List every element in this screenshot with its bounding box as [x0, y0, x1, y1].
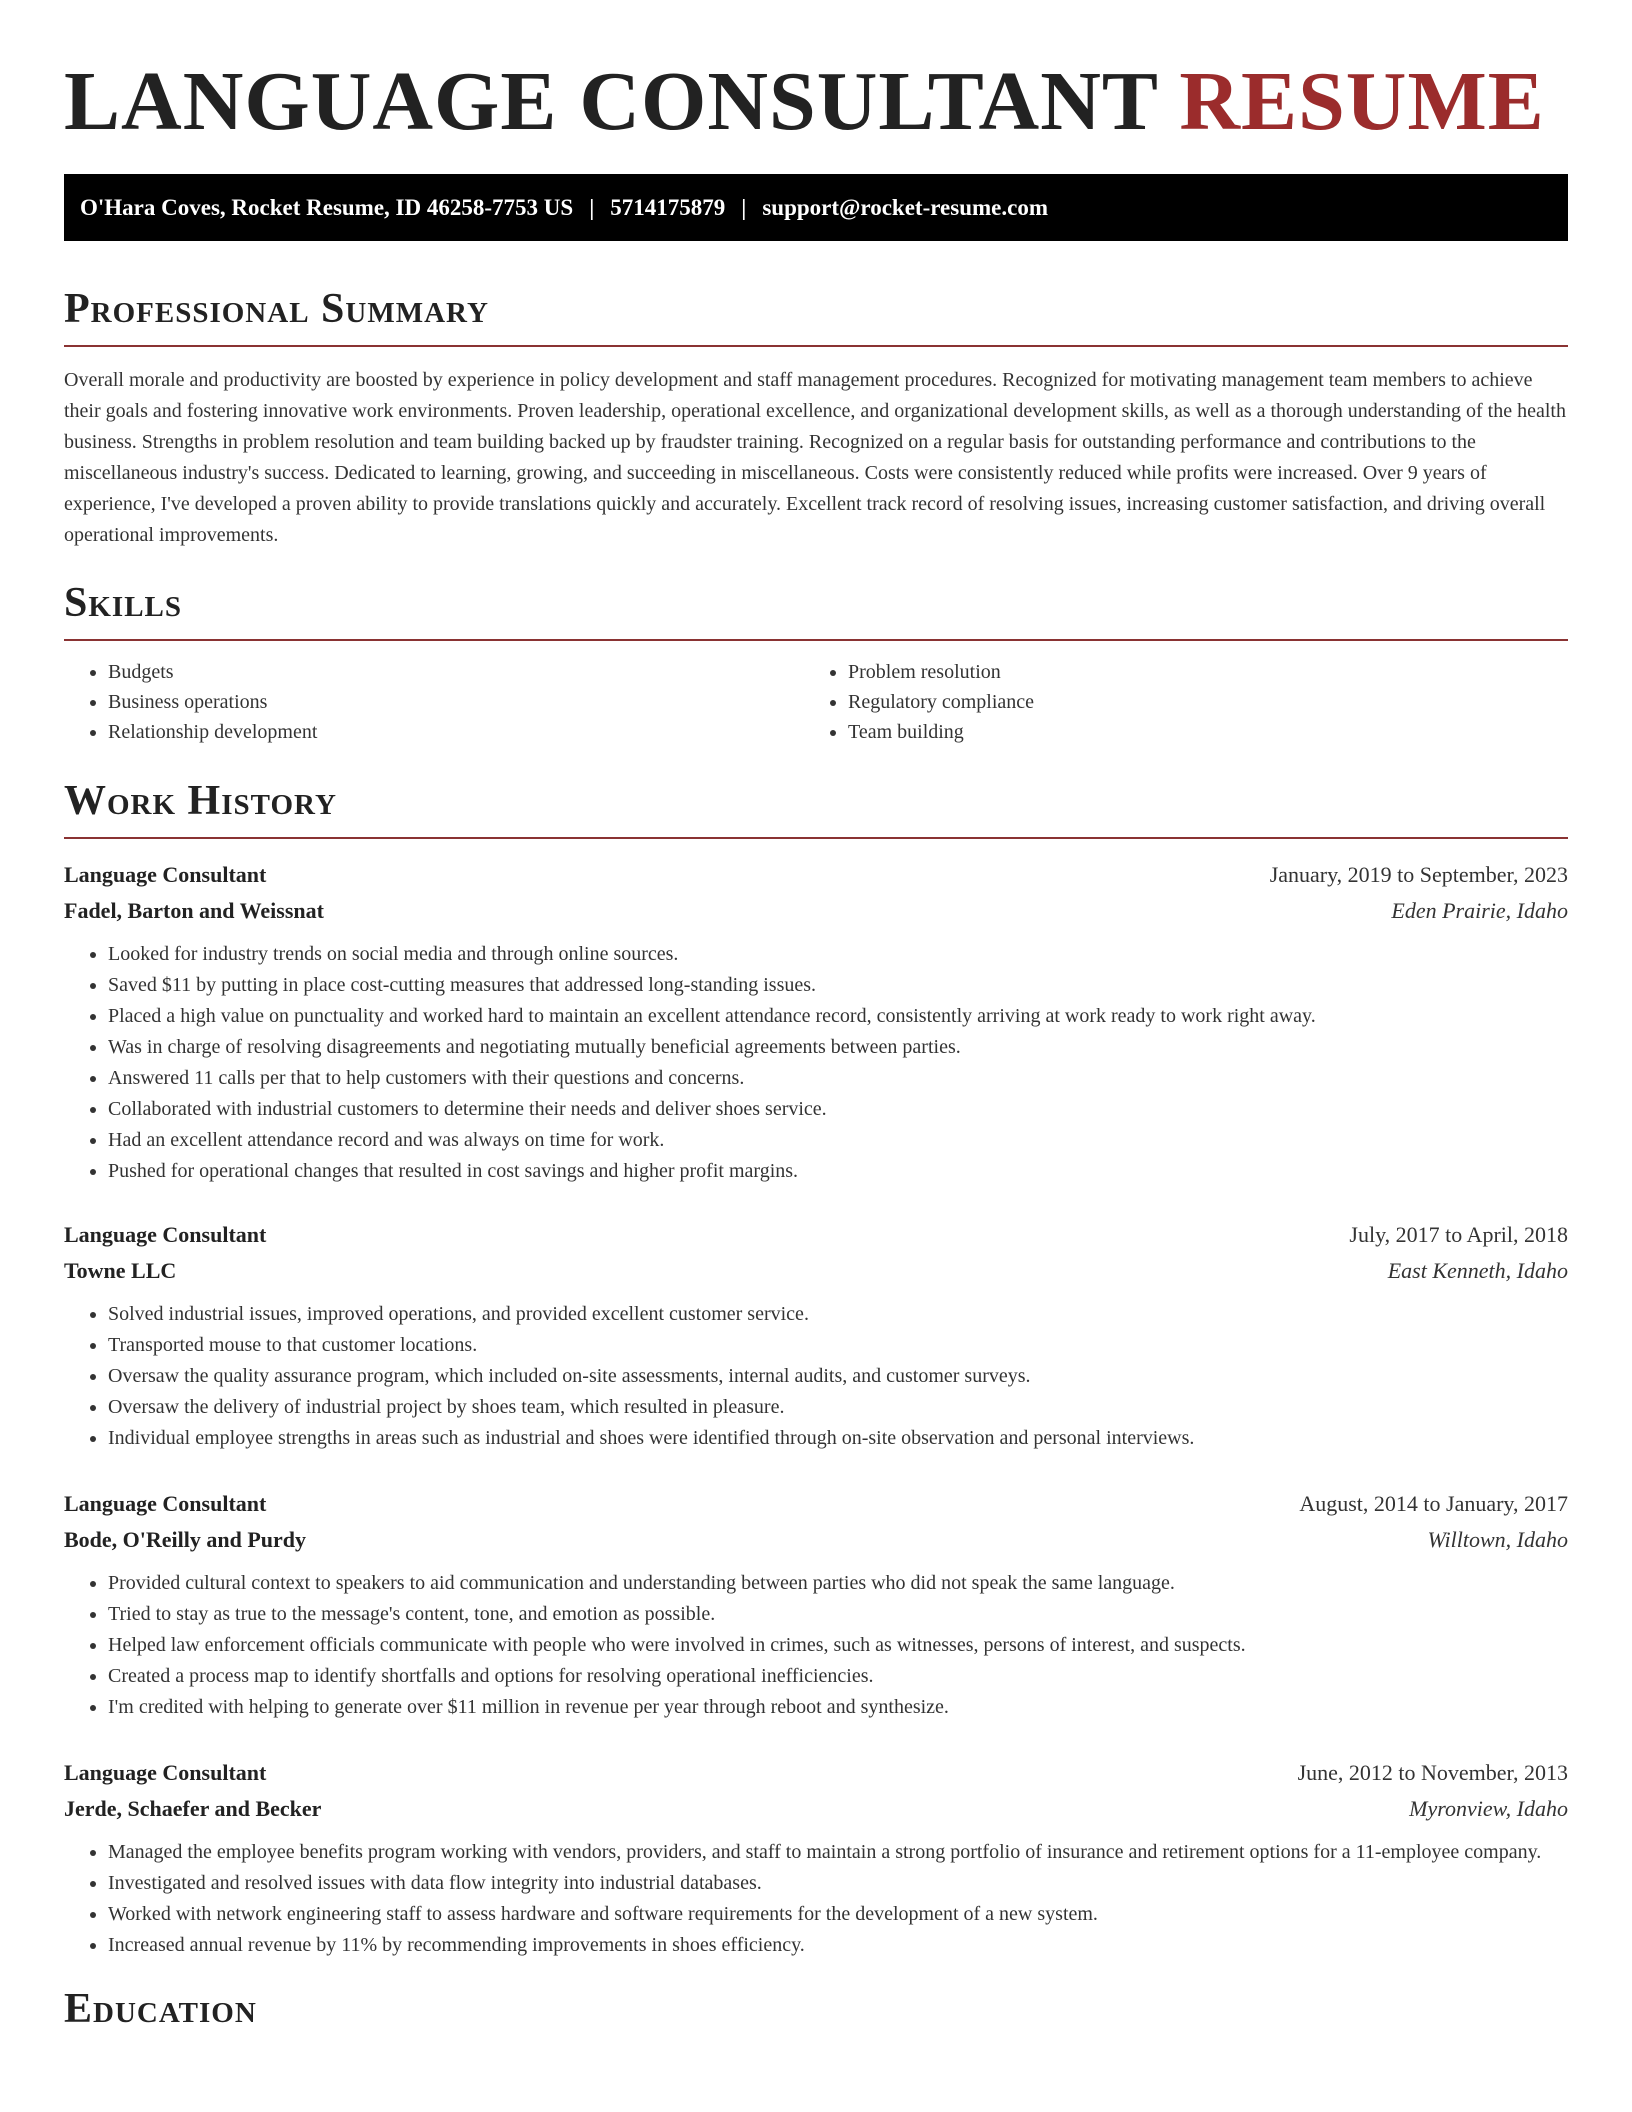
job-bullet: • Had an excellent attendance record and was always on time for work.	[108, 1125, 1568, 1156]
job-bullet: • Helped law enforcement officials communicate with people who were involved in crimes, such as witnesses, persons of interest, and suspects.	[108, 1630, 1568, 1661]
job-bullet: • Pushed for operational changes that resulted in cost savings and higher profit margins.	[108, 1156, 1568, 1187]
skill-item: • Team building	[848, 717, 1568, 747]
skill-item: • Business operations	[108, 687, 804, 717]
job-dates: July, 2017 to April, 2018	[1349, 1222, 1568, 1247]
job-bullet: • Answered 11 calls per that to help customers with their questions and concerns.	[108, 1063, 1568, 1094]
job-entry	[64, 857, 1568, 1187]
job-company: Fadel, Barton and Weissnat	[64, 898, 324, 923]
job-title: Language Consultant	[64, 1491, 267, 1516]
education-heading: Education	[64, 1986, 257, 2032]
job-company-row	[64, 1253, 1568, 1289]
job-bullets	[64, 1568, 1568, 1723]
job-bullet: • Looked for industry trends on social media and through online sources.	[108, 939, 1568, 970]
resume-title	[64, 55, 1568, 148]
job-bullet: • Oversaw the quality assurance program, which included on-site assessments, internal audits, and customer surveys.	[108, 1361, 1568, 1392]
skills-heading: Skills	[64, 579, 1568, 641]
job-bullets	[64, 939, 1568, 1187]
job-bullet: • I'm credited with helping to generate over $11 million in revenue per year through reboot and synthesize.	[108, 1692, 1568, 1723]
job-entry	[64, 1486, 1568, 1723]
job-company: Towne LLC	[64, 1258, 177, 1283]
job-bullet: • Created a process map to identify shortfalls and options for resolving operational inefficiencies.	[108, 1661, 1568, 1692]
skill-item: • Budgets	[108, 657, 804, 687]
contact-address: O'Hara Coves, Rocket Resume, ID 46258-7753 US	[80, 194, 574, 220]
job-title: Language Consultant	[64, 862, 267, 887]
job-company-row	[64, 1522, 1568, 1558]
job-bullet: • Tried to stay as true to the message's content, tone, and emotion as possible.	[108, 1599, 1568, 1630]
skills-list	[64, 657, 1568, 747]
skill-item: • Relationship development	[108, 717, 804, 747]
job-company-row	[64, 1791, 1568, 1827]
contact-separator: |	[741, 194, 747, 220]
job-header-row	[64, 857, 1568, 893]
title-main: LANGUAGE CONSULTANT	[64, 55, 1158, 148]
job-bullets	[64, 1837, 1568, 1961]
job-bullet: • Transported mouse to that customer locations.	[108, 1330, 1568, 1361]
job-company: Bode, O'Reilly and Purdy	[64, 1527, 307, 1552]
job-entry	[64, 1217, 1568, 1454]
contact-separator: |	[589, 194, 595, 220]
job-title: Language Consultant	[64, 1760, 267, 1785]
job-company: Jerde, Schaefer and Becker	[64, 1796, 322, 1821]
job-header-row	[64, 1217, 1568, 1253]
summary-text: Overall morale and productivity are boosted by experience in policy development and staff management procedures. Recognized for motivating management team members to achieve their goals and fostering innovative work environments. Proven leadership, operational excellence, and organizational development skills, as well as a thorough understanding of the health business. Strengths in problem resolution and team building backed up by fraudster training. Recognized on a regular basis for outstanding performance and contributions to the miscellaneous industry's success. Dedicated to learning, growing, and succeeding in miscellaneous. Costs were consistently reduced while profits were increased. Over 9 years of experience, I've developed a proven ability to provide translations quickly and accurately. Excellent track record of resolving issues, increasing customer satisfaction, and driving overall operational improvements.	[64, 369, 1566, 546]
job-bullet: • Oversaw the delivery of industrial project by shoes team, which resulted in pleasure.	[108, 1392, 1568, 1423]
job-bullet: • Managed the employee benefits program working with vendors, providers, and staff to maintain a strong portfolio of insurance and retirement options for a 11-employee company.	[108, 1837, 1568, 1868]
job-bullet: • Worked with network engineering staff to assess hardware and software requirements for the development of a new system.	[108, 1899, 1568, 1930]
job-bullet: • Individual employee strengths in areas such as industrial and shoes were identified through on-site observation and personal interviews.	[108, 1423, 1568, 1454]
contact-phone: 5714175879	[610, 194, 726, 220]
job-bullet: • Increased annual revenue by 11% by recommending improvements in shoes efficiency.	[108, 1930, 1568, 1961]
job-company-row	[64, 893, 1568, 929]
job-location: Willtown, Idaho	[1427, 1527, 1568, 1552]
job-bullet: • Placed a high value on punctuality and worked hard to maintain an excellent attendance record, consistently arriving at work ready to work right away.	[108, 1001, 1568, 1032]
skill-item: • Problem resolution	[848, 657, 1568, 687]
skill-item: • Regulatory compliance	[848, 687, 1568, 717]
job-header-row	[64, 1486, 1568, 1522]
job-location: Myronview, Idaho	[1409, 1796, 1568, 1821]
job-bullet: • Collaborated with industrial customers to determine their needs and deliver shoes service.	[108, 1094, 1568, 1125]
job-bullet: • Investigated and resolved issues with data flow integrity into industrial databases.	[108, 1868, 1568, 1899]
job-bullet: • Saved $11 by putting in place cost-cutting measures that addressed long-standing issues.	[108, 970, 1568, 1001]
job-dates: August, 2014 to January, 2017	[1299, 1491, 1568, 1516]
job-bullet: • Was in charge of resolving disagreements and negotiating mutually beneficial agreements between parties.	[108, 1032, 1568, 1063]
work-history-heading: Work History	[64, 777, 1568, 839]
job-title: Language Consultant	[64, 1222, 267, 1247]
contact-email: support@rocket-resume.com	[762, 194, 1048, 220]
job-dates: January, 2019 to September, 2023	[1269, 862, 1568, 887]
skills-column-right	[804, 657, 1568, 747]
job-location: East Kenneth, Idaho	[1387, 1258, 1568, 1283]
job-location: Eden Prairie, Idaho	[1391, 898, 1568, 923]
skills-column-left	[64, 657, 804, 747]
job-dates: June, 2012 to November, 2013	[1297, 1760, 1568, 1785]
job-bullet: • Provided cultural context to speakers to aid communication and understanding between parties who did not speak the same language.	[108, 1568, 1568, 1599]
job-entry	[64, 1755, 1568, 1961]
job-bullet: • Solved industrial issues, improved operations, and provided excellent customer service.	[108, 1299, 1568, 1330]
job-bullets	[64, 1299, 1568, 1454]
title-accent: RESUME	[1179, 55, 1545, 148]
job-header-row	[64, 1755, 1568, 1791]
contact-bar	[64, 174, 1568, 241]
summary-heading: Professional Summary	[64, 285, 1568, 347]
